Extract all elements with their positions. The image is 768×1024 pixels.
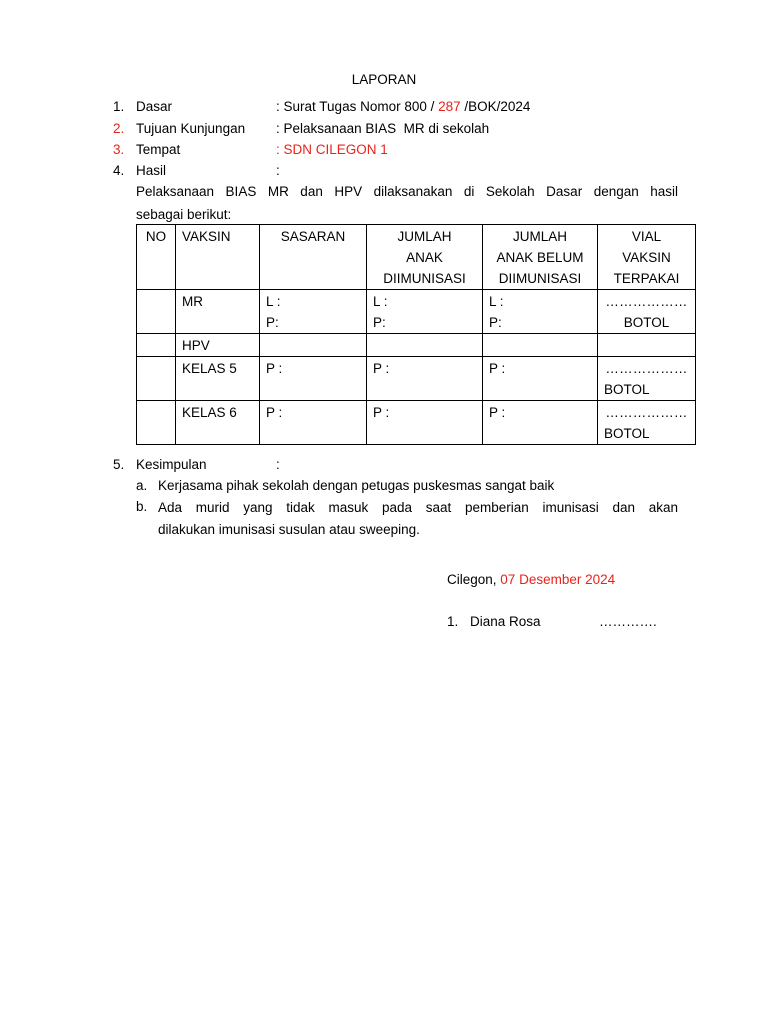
item-number-hasil: 4. xyxy=(113,163,125,178)
signature-dots: …………. xyxy=(599,614,657,629)
header-line: VIAL xyxy=(631,229,662,244)
table-row-kelas-5 xyxy=(137,357,696,401)
item-label-kesimpulan: Kesimpulan xyxy=(136,457,207,472)
cell-empty xyxy=(367,334,483,357)
cell-no xyxy=(137,357,176,401)
header-line: VAKSIN xyxy=(622,250,671,265)
cell-l: L : xyxy=(489,294,504,309)
cell-vial-mr xyxy=(598,290,696,334)
colon: : xyxy=(276,121,280,136)
cell-botol: BOTOL xyxy=(623,315,670,330)
cell-belum-mr xyxy=(483,290,598,334)
header-vaksin: VAKSIN xyxy=(176,225,260,290)
header-vial-vaksin-terpakai xyxy=(598,225,696,290)
item-value-dasar xyxy=(276,99,530,114)
table-row-kelas-6 xyxy=(137,401,696,445)
cell-l: L : xyxy=(266,294,281,309)
cell-p: P: xyxy=(266,315,279,330)
cell-vaksin-kelas-6: KELAS 6 xyxy=(176,401,260,445)
colon: : xyxy=(276,142,280,157)
cell-sasaran-kelas-5: P : xyxy=(260,357,367,401)
dasar-value-prefix: Surat Tugas Nomor 800 / xyxy=(283,99,439,114)
cell-empty xyxy=(598,334,696,357)
cell-dots: ……………… xyxy=(605,294,688,309)
item-label-tujuan: Tujuan Kunjungan xyxy=(136,121,246,136)
cell-vaksin-kelas-5: KELAS 5 xyxy=(176,357,260,401)
cell-diimunisasi-kelas-6: P : xyxy=(367,401,483,445)
cell-p: P: xyxy=(489,315,502,330)
colon: : xyxy=(276,99,280,114)
cell-p: P: xyxy=(373,315,386,330)
table-row-hpv xyxy=(137,334,696,357)
hasil-text-line-1: Pelaksanaan BIAS MR dan HPV dilaksanakan di Sekolah Dasar dengan hasil xyxy=(136,184,678,199)
cell-diimunisasi-kelas-5: P : xyxy=(367,357,483,401)
cell-no xyxy=(137,401,176,445)
cell-l: L : xyxy=(373,294,388,309)
cell-no xyxy=(137,290,176,334)
header-line: DIIMUNISASI xyxy=(498,271,582,286)
tempat-value: SDN CILEGON 1 xyxy=(283,142,388,157)
cell-botol: BOTOL xyxy=(604,426,650,441)
cell-botol: BOTOL xyxy=(604,382,650,397)
footer-place: Cilegon, xyxy=(447,572,501,587)
header-line: TERPAKAI xyxy=(613,271,680,286)
cell-sasaran-kelas-6: P : xyxy=(260,401,367,445)
header-line: JUMLAH xyxy=(512,229,567,244)
cell-vaksin-hpv: HPV xyxy=(176,334,260,357)
hasil-text-line-2: sebagai berikut: xyxy=(136,207,232,222)
header-line: DIIMUNISASI xyxy=(383,271,466,286)
item-label-dasar: Dasar xyxy=(136,99,173,114)
kesimpulan-marker-a: a. xyxy=(136,478,148,493)
tujuan-value: Pelaksanaan BIAS MR di sekolah xyxy=(283,121,490,136)
header-jumlah-anak-diimunisasi xyxy=(367,225,483,290)
dasar-number-highlight: 287 xyxy=(438,99,461,114)
cell-vial-kelas-6 xyxy=(598,401,696,445)
item-value-tempat xyxy=(276,142,388,157)
signature-number: 1. xyxy=(447,614,459,629)
header-line: JUMLAH xyxy=(397,229,452,244)
kesimpulan-text-b-line-2: dilakukan imunisasi susulan atau sweeping. xyxy=(158,522,420,537)
kesimpulan-marker-b: b. xyxy=(136,499,148,514)
table-row-mr xyxy=(137,290,696,334)
footer-date: 07 Desember 2024 xyxy=(500,572,616,587)
cell-dots: ……………… xyxy=(605,405,688,420)
header-line: ANAK xyxy=(406,250,443,265)
cell-vial-kelas-5 xyxy=(598,357,696,401)
signature-name: Diana Rosa xyxy=(470,614,541,629)
header-no: NO xyxy=(137,225,176,290)
header-jumlah-anak-belum-diimunisasi xyxy=(483,225,598,290)
document-title: LAPORAN xyxy=(351,72,417,87)
footer-place-date xyxy=(447,572,615,587)
cell-dots: ……………… xyxy=(605,361,688,376)
item-number-tempat: 3. xyxy=(113,142,125,157)
item-number-kesimpulan: 5. xyxy=(113,457,125,472)
item-number-tujuan: 2. xyxy=(113,121,125,136)
cell-belum-kelas-5: P : xyxy=(483,357,598,401)
cell-belum-kelas-6: P : xyxy=(483,401,598,445)
header-line: ANAK BELUM xyxy=(496,250,584,265)
cell-diimunisasi-mr xyxy=(367,290,483,334)
item-colon-kesimpulan: : xyxy=(276,457,280,472)
cell-no xyxy=(137,334,176,357)
results-table xyxy=(136,224,696,445)
item-label-hasil: Hasil xyxy=(136,163,167,178)
item-number-dasar: 1. xyxy=(113,99,125,114)
header-sasaran: SASARAN xyxy=(260,225,367,290)
kesimpulan-text-b-line-1: Ada murid yang tidak masuk pada saat pemberian imunisasi dan akan xyxy=(158,500,678,515)
item-label-tempat: Tempat xyxy=(136,142,181,157)
dasar-value-suffix: /BOK/2024 xyxy=(460,99,531,114)
cell-vaksin-mr: MR xyxy=(176,290,260,334)
table-header-row xyxy=(137,225,696,290)
item-colon-hasil: : xyxy=(276,163,280,178)
cell-empty xyxy=(483,334,598,357)
kesimpulan-text-a: Kerjasama pihak sekolah dengan petugas puskesmas sangat baik xyxy=(158,478,555,493)
item-value-tujuan xyxy=(276,121,489,136)
cell-sasaran-mr xyxy=(260,290,367,334)
cell-empty xyxy=(260,334,367,357)
